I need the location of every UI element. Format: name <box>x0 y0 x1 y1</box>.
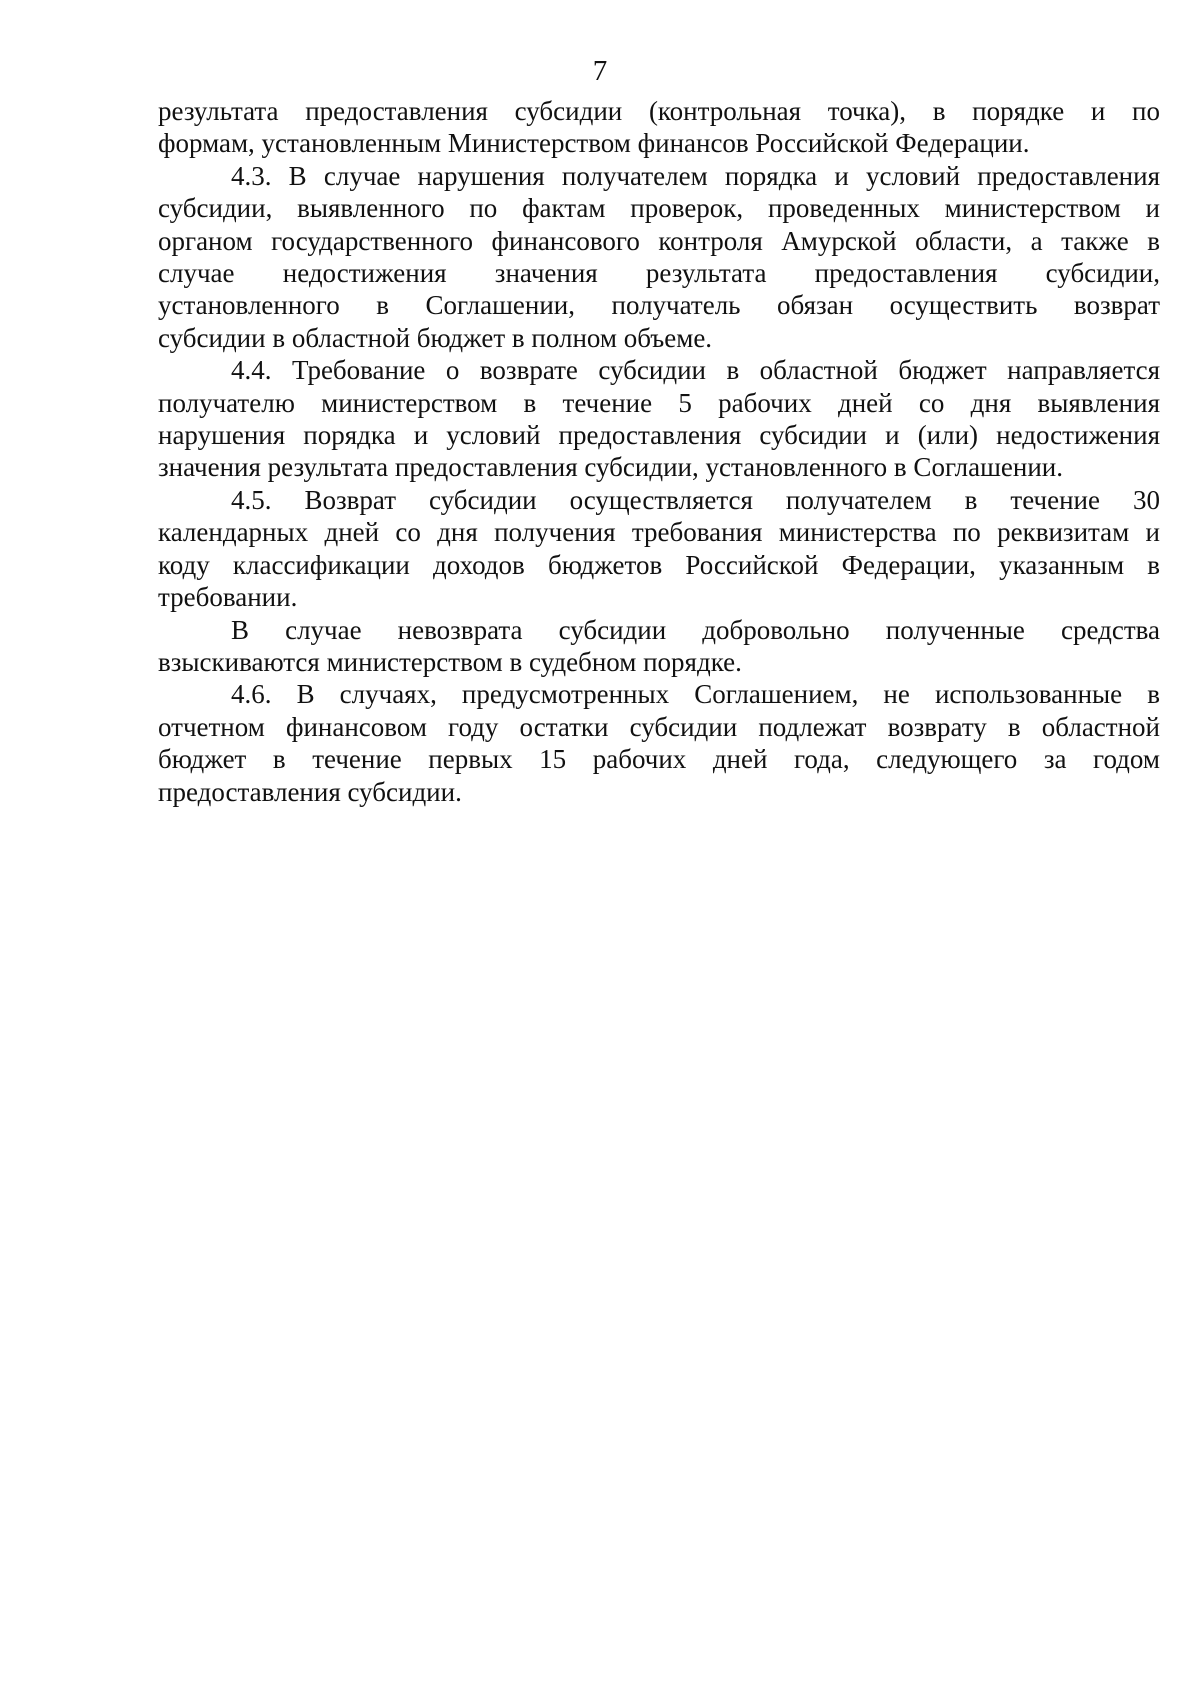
paragraph-result-forms <box>158 95 1160 160</box>
paragraph-non-return <box>158 614 1160 679</box>
text-line: результата предоставления субсидии (контрольная точка), в порядке и по <box>158 96 1160 126</box>
document-body <box>158 95 1160 808</box>
text-line: значения результата предоставления субсидии, установленного в Соглашении. <box>158 452 1063 483</box>
text-line: взыскиваются министерством в судебном порядке. <box>158 646 742 677</box>
text-line: нарушения порядка и условий предоставления субсидии и (или) недостижения <box>158 420 1160 451</box>
paragraph-4-3 <box>158 160 1160 354</box>
text-line: требовании. <box>158 582 298 613</box>
page-number: 7 <box>592 55 608 87</box>
text-line: предоставления субсидии. <box>158 776 462 807</box>
paragraph-4-4 <box>158 354 1160 484</box>
text-line: В случае невозврата субсидии добровольно полученные средства <box>231 614 1160 645</box>
paragraph-4-5 <box>158 484 1160 614</box>
text-line: случае недостижения значения результата предоставления субсидии, <box>158 258 1160 289</box>
text-line: органом государственного финансового контроля Амурской области, а также в <box>158 225 1160 256</box>
text-line: коду классификации доходов бюджетов Российской Федерации, указанным в <box>158 549 1160 580</box>
text-line: отчетном финансовом году остатки субсидии подлежат возврату в областной <box>158 711 1160 742</box>
text-line: 4.6. В случаях, предусмотренных Соглашением, не использованные в <box>231 679 1160 710</box>
text-line: субсидии в областной бюджет в полном объеме. <box>158 322 713 353</box>
text-line: календарных дней со дня получения требования министерства по реквизитам и <box>158 517 1160 548</box>
text-line: субсидии, выявленного по фактам проверок, проведенных министерством и <box>158 193 1160 224</box>
text-line: 4.3. В случае нарушения получателем порядка и условий предоставления <box>231 160 1160 191</box>
text-line: бюджет в течение первых 15 рабочих дней года, следующего за годом <box>158 744 1160 775</box>
paragraph-4-6 <box>158 678 1160 808</box>
text-line: 4.5. Возврат субсидии осуществляется получателем в течение 30 <box>231 484 1160 515</box>
text-line: формам, установленным Министерством финансов Российской Федерации. <box>158 128 1030 159</box>
text-line: получателю министерством в течение 5 рабочих дней со дня выявления <box>158 387 1160 418</box>
text-line: 4.4. Требование о возврате субсидии в областной бюджет направляется <box>231 355 1160 386</box>
text-line: установленного в Соглашении, получатель обязан осуществить возврат <box>158 290 1160 321</box>
